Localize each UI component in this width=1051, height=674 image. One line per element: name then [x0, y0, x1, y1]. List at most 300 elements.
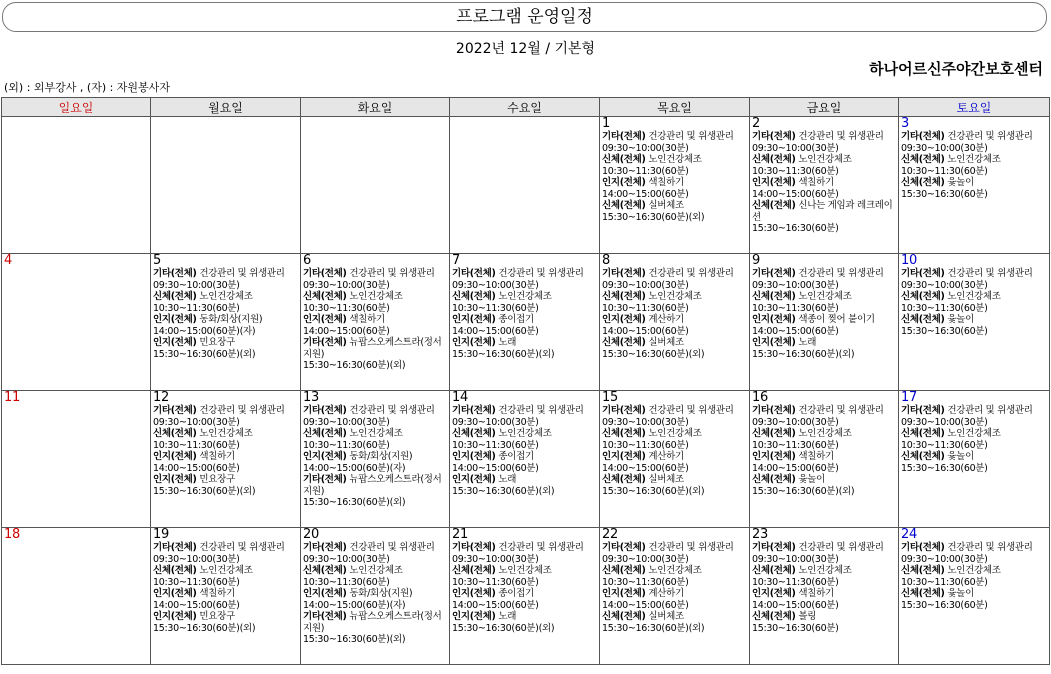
program-activity — [452, 314, 597, 337]
activity-time: 09:30~10:00(30분) — [303, 279, 390, 291]
activity-category: 신체(전체) — [752, 428, 796, 439]
program-activity — [602, 291, 747, 314]
activity-category: 기타(전체) — [752, 131, 796, 142]
activity-category: 인지(전체) — [602, 588, 646, 599]
activity-time: 10:30~11:30(60분) — [153, 439, 240, 451]
weekday-header: 목요일 — [600, 98, 750, 117]
program-activity — [153, 291, 298, 314]
activity-time: 15:30~16:30(60분) — [901, 325, 988, 337]
activity-time: 09:30~10:00(30분) — [602, 279, 689, 291]
calendar-day-cell — [750, 391, 899, 528]
calendar-week-row — [2, 254, 1050, 391]
activity-name: 노래 — [498, 337, 517, 348]
activity-time: 10:30~11:30(60분) — [901, 302, 988, 314]
program-activity — [452, 588, 597, 611]
program-activity — [303, 428, 447, 451]
activity-category: 신체(전체) — [303, 565, 347, 576]
activity-category: 인지(전체) — [452, 337, 496, 348]
activity-name: 노래 — [498, 611, 517, 622]
program-activity — [901, 291, 1047, 314]
day-number: 5 — [153, 253, 161, 268]
activity-name: 건강관리 및 위생관리 — [648, 405, 734, 416]
schedule-subtitle: 2022년 12월 / 기본형 — [455, 41, 596, 57]
day-number: 13 — [303, 390, 319, 405]
activity-time: 14:00~15:00(60분) — [452, 462, 539, 474]
activity-name: 건강관리 및 위생관리 — [498, 268, 584, 279]
weekday-header: 수요일 — [450, 98, 600, 117]
program-activity — [602, 565, 747, 588]
calendar-day-cell — [301, 117, 450, 254]
activity-name: 건강관리 및 위생관리 — [648, 131, 734, 142]
calendar-day-cell — [450, 391, 600, 528]
activity-category: 인지(전체) — [452, 314, 496, 325]
activity-time: 14:00~15:00(60분) — [752, 188, 839, 200]
calendar-week-row — [2, 117, 1050, 254]
day-number: 4 — [4, 253, 12, 268]
activity-time: 09:30~10:00(30분) — [602, 416, 689, 428]
activity-time: 15:30~16:30(60분) — [901, 188, 988, 200]
activity-time: 10:30~11:30(60분) — [602, 439, 689, 451]
activity-category: 인지(전체) — [303, 588, 347, 599]
program-activity — [901, 428, 1047, 451]
program-activity — [153, 314, 298, 337]
program-activity — [452, 405, 597, 428]
activity-category: 신체(전체) — [602, 154, 646, 165]
activity-name: 건강관리 및 위생관리 — [648, 542, 734, 553]
activity-category: 기타(전체) — [602, 268, 646, 279]
activity-time: 09:30~10:00(30분) — [602, 142, 689, 154]
activity-name: 노인건강체조 — [498, 565, 552, 576]
activity-category: 기타(전체) — [303, 542, 347, 553]
activity-category: 신체(전체) — [452, 291, 496, 302]
activity-category: 기타(전체) — [153, 405, 197, 416]
activity-category: 기타(전체) — [452, 405, 496, 416]
program-activity — [901, 565, 1047, 588]
activity-category: 신체(전체) — [602, 611, 646, 622]
activity-category: 신체(전체) — [752, 154, 796, 165]
activity-name: 윷놀이 — [947, 588, 974, 599]
activity-time: 10:30~11:30(60분) — [452, 439, 539, 451]
day-number: 11 — [4, 390, 20, 405]
activity-name: 볼링 — [798, 611, 817, 622]
calendar-day-cell — [899, 117, 1050, 254]
activity-name: 노인건강체조 — [349, 428, 403, 439]
program-activity — [602, 154, 747, 177]
activity-time: 10:30~11:30(60분) — [153, 576, 240, 588]
activity-name: 색칠하기 — [199, 451, 235, 462]
activity-name: 노인건강체조 — [199, 291, 253, 302]
program-activity — [602, 268, 747, 291]
activity-category: 신체(전체) — [452, 565, 496, 576]
activity-name: 민요장구 — [199, 474, 235, 485]
day-number: 24 — [901, 527, 917, 542]
activity-name: 노인건강체조 — [349, 565, 403, 576]
activity-category: 신체(전체) — [901, 154, 945, 165]
program-activity — [303, 314, 447, 337]
program-activity — [602, 131, 747, 154]
activity-time: 15:30~16:30(60분)(외) — [602, 485, 705, 497]
activity-time: 14:00~15:00(60분) — [752, 599, 839, 611]
activity-category: 신체(전체) — [153, 428, 197, 439]
activity-category: 인지(전체) — [303, 451, 347, 462]
program-activity — [901, 588, 1047, 611]
activity-name: 색칠하기 — [349, 314, 385, 325]
activity-time: 09:30~10:00(30분) — [452, 553, 539, 565]
activity-category: 신체(전체) — [901, 588, 945, 599]
program-activity — [901, 314, 1047, 337]
activity-category: 신체(전체) — [602, 565, 646, 576]
activity-category: 인지(전체) — [153, 474, 197, 485]
calendar-day-cell — [899, 391, 1050, 528]
activity-time: 10:30~11:30(60분) — [303, 439, 390, 451]
program-activity — [752, 405, 896, 428]
program-activity — [602, 542, 747, 565]
activity-category: 인지(전체) — [752, 588, 796, 599]
activity-time: 15:30~16:30(60분)(외) — [153, 622, 256, 634]
activity-name: 동화/회상(지원) — [349, 451, 413, 462]
activity-time: 15:30~16:30(60분)(외) — [602, 348, 705, 360]
activity-category: 기타(전체) — [303, 474, 347, 485]
program-activity — [303, 588, 447, 611]
day-number: 15 — [602, 390, 618, 405]
activity-time: 10:30~11:30(60분) — [153, 302, 240, 314]
activity-name: 동화/회상(지원) — [199, 314, 263, 325]
activity-category: 기타(전체) — [901, 542, 945, 553]
activity-name: 노인건강체조 — [947, 565, 1001, 576]
activity-name: 동화/회상(지원) — [349, 588, 413, 599]
program-activity — [452, 291, 597, 314]
weekday-header: 월요일 — [151, 98, 301, 117]
day-number: 14 — [452, 390, 468, 405]
program-activity — [303, 337, 447, 372]
activity-category: 기타(전체) — [602, 131, 646, 142]
activity-time: 14:00~15:00(60분) — [602, 325, 689, 337]
day-number: 10 — [901, 253, 917, 268]
activity-time: 15:30~16:30(60분)(외) — [303, 360, 406, 371]
program-activity — [602, 474, 747, 497]
activity-category: 인지(전체) — [303, 314, 347, 325]
day-number: 19 — [153, 527, 169, 542]
activity-time: 09:30~10:00(30분) — [602, 553, 689, 565]
activity-category: 기타(전체) — [452, 542, 496, 553]
activity-category: 기타(전체) — [752, 268, 796, 279]
activity-time: 10:30~11:30(60분) — [901, 165, 988, 177]
program-activity — [602, 428, 747, 451]
program-activity — [452, 542, 597, 565]
activity-name: 색칠하기 — [798, 177, 834, 188]
calendar-day-cell — [2, 391, 151, 528]
calendar-day-cell — [301, 528, 450, 665]
activity-category: 인지(전체) — [153, 314, 197, 325]
activity-name: 건강관리 및 위생관리 — [798, 542, 884, 553]
activity-category: 인지(전체) — [752, 451, 796, 462]
program-activity — [752, 474, 896, 497]
activity-name: 뉴팝스오케스트라(정서지원) — [303, 474, 442, 497]
activity-time: 10:30~11:30(60분) — [602, 165, 689, 177]
activity-category: 기타(전체) — [303, 405, 347, 416]
activity-name: 노인건강체조 — [648, 154, 702, 165]
program-activity — [303, 291, 447, 314]
activity-time: 10:30~11:30(60분) — [901, 439, 988, 451]
activity-category: 신체(전체) — [901, 177, 945, 188]
activity-name: 노인건강체조 — [798, 565, 852, 576]
activity-category: 신체(전체) — [901, 451, 945, 462]
activity-time: 09:30~10:00(30분) — [901, 416, 988, 428]
activity-time: 15:30~16:30(60분)(외) — [752, 348, 855, 360]
activity-name: 노인건강체조 — [498, 291, 552, 302]
activity-name: 노인건강체조 — [947, 154, 1001, 165]
program-activity — [303, 451, 447, 474]
activity-category: 신체(전체) — [602, 474, 646, 485]
activity-time: 15:30~16:30(60분) — [901, 599, 988, 611]
calendar-day-cell — [2, 117, 151, 254]
activity-category: 신체(전체) — [602, 428, 646, 439]
page-title: 프로그램 운영일정 — [2, 2, 1047, 32]
activity-time: 14:00~15:00(60분) — [452, 599, 539, 611]
program-activity — [752, 314, 896, 337]
activity-name: 계산하기 — [648, 451, 684, 462]
program-activity — [602, 611, 747, 634]
activity-name: 노인건강체조 — [648, 291, 702, 302]
activity-time: 14:00~15:00(60분) — [153, 462, 240, 474]
program-activity — [752, 611, 896, 634]
day-number: 12 — [153, 390, 169, 405]
activity-time: 09:30~10:00(30분) — [153, 416, 240, 428]
activity-time: 15:30~16:30(60분)(외) — [303, 497, 406, 508]
program-activity — [602, 451, 747, 474]
activity-time: 09:30~10:00(30분) — [901, 553, 988, 565]
activity-name: 건강관리 및 위생관리 — [498, 405, 584, 416]
activity-category: 인지(전체) — [752, 337, 796, 348]
activity-category: 인지(전체) — [602, 177, 646, 188]
activity-time: 09:30~10:00(30분) — [752, 279, 839, 291]
program-activity — [752, 131, 896, 154]
activity-category: 기타(전체) — [602, 405, 646, 416]
activity-time: 10:30~11:30(60분) — [752, 576, 839, 588]
activity-name: 실버체조 — [648, 474, 684, 485]
activity-name: 노인건강체조 — [199, 428, 253, 439]
calendar-day-cell — [151, 391, 301, 528]
activity-name: 윷놀이 — [947, 314, 974, 325]
program-activity — [452, 474, 597, 497]
activity-time: 09:30~10:00(30분) — [303, 416, 390, 428]
activity-time: 09:30~10:00(30분) — [901, 142, 988, 154]
activity-time: 10:30~11:30(60분) — [901, 576, 988, 588]
program-activity — [901, 405, 1047, 428]
activity-time: 15:30~16:30(60분)(외) — [452, 348, 555, 360]
activity-name: 계산하기 — [648, 588, 684, 599]
calendar-day-cell — [450, 254, 600, 391]
activity-time: 10:30~11:30(60분) — [752, 165, 839, 177]
program-activity — [153, 565, 298, 588]
calendar-day-cell — [750, 254, 899, 391]
calendar-day-cell — [2, 254, 151, 391]
program-activity — [602, 314, 747, 337]
activity-category: 신체(전체) — [602, 291, 646, 302]
program-activity — [452, 611, 597, 634]
program-activity — [303, 405, 447, 428]
activity-name: 종이접기 — [498, 314, 534, 325]
activity-time: 09:30~10:00(30분) — [752, 553, 839, 565]
activity-category: 기타(전체) — [303, 611, 347, 622]
activity-name: 색칠하기 — [648, 177, 684, 188]
activity-time: 09:30~10:00(30분) — [303, 553, 390, 565]
calendar-day-cell — [301, 391, 450, 528]
program-activity — [452, 337, 597, 360]
calendar-day-cell — [151, 528, 301, 665]
activity-name: 노인건강체조 — [648, 565, 702, 576]
program-activity — [303, 565, 447, 588]
activity-time: 14:00~15:00(60분) — [602, 188, 689, 200]
activity-category: 신체(전체) — [303, 428, 347, 439]
activity-name: 노래 — [798, 337, 817, 348]
calendar-day-cell — [600, 528, 750, 665]
activity-category: 기타(전체) — [901, 268, 945, 279]
program-activity — [153, 474, 298, 497]
calendar-day-cell — [600, 117, 750, 254]
activity-time: 10:30~11:30(60분) — [602, 576, 689, 588]
activity-time: 10:30~11:30(60분) — [752, 302, 839, 314]
program-activity — [303, 268, 447, 291]
calendar-day-cell — [151, 254, 301, 391]
program-activity — [452, 428, 597, 451]
activity-name: 건강관리 및 위생관리 — [498, 542, 584, 553]
weekday-header: 금요일 — [750, 98, 899, 117]
activity-time: 09:30~10:00(30분) — [452, 416, 539, 428]
activity-category: 신체(전체) — [303, 291, 347, 302]
activity-name: 계산하기 — [648, 314, 684, 325]
organization-name: 하나어르신주야간보호센터 — [869, 60, 1043, 78]
activity-category: 신체(전체) — [901, 565, 945, 576]
activity-time: 10:30~11:30(60분) — [452, 576, 539, 588]
activity-category: 인지(전체) — [752, 177, 796, 188]
activity-category: 신체(전체) — [901, 291, 945, 302]
activity-category: 기타(전체) — [901, 131, 945, 142]
activity-category: 인지(전체) — [452, 588, 496, 599]
activity-time: 14:00~15:00(60분) — [752, 462, 839, 474]
program-activity — [153, 268, 298, 291]
program-activity — [752, 588, 896, 611]
activity-time: 15:30~16:30(60분)(외) — [452, 485, 555, 497]
activity-time: 15:30~16:30(60분)(외) — [452, 622, 555, 634]
program-activity — [452, 268, 597, 291]
program-activity — [752, 268, 896, 291]
activity-name: 노인건강체조 — [798, 428, 852, 439]
activity-name: 신나는 게임과 레크레이션 — [752, 200, 893, 223]
program-activity — [602, 405, 747, 428]
activity-name: 건강관리 및 위생관리 — [349, 542, 435, 553]
activity-category: 신체(전체) — [752, 565, 796, 576]
activity-time: 15:30~16:30(60분)(외) — [602, 622, 705, 634]
calendar-day-cell — [450, 117, 600, 254]
day-number: 18 — [4, 527, 20, 542]
activity-name: 건강관리 및 위생관리 — [798, 268, 884, 279]
legend-text: (외) : 외부강사 , (자) : 자원봉사자 — [4, 81, 170, 94]
activity-category: 기타(전체) — [452, 268, 496, 279]
activity-category: 인지(전체) — [452, 451, 496, 462]
day-number: 16 — [752, 390, 768, 405]
program-activity — [452, 451, 597, 474]
calendar-day-cell — [750, 117, 899, 254]
activity-name: 노인건강체조 — [199, 565, 253, 576]
activity-category: 인지(전체) — [153, 451, 197, 462]
program-activity — [153, 451, 298, 474]
day-number: 1 — [602, 116, 610, 131]
activity-category: 인지(전체) — [602, 451, 646, 462]
day-number: 20 — [303, 527, 319, 542]
calendar-day-cell — [899, 528, 1050, 665]
program-activity — [901, 542, 1047, 565]
program-activity — [303, 474, 447, 509]
activity-name: 건강관리 및 위생관리 — [199, 542, 285, 553]
activity-name: 실버체조 — [648, 611, 684, 622]
program-activity — [303, 542, 447, 565]
activity-time: 15:30~16:30(60분) — [752, 622, 839, 634]
activity-category: 인지(전체) — [752, 314, 796, 325]
activity-time: 14:00~15:00(60분) — [602, 462, 689, 474]
activity-category: 신체(전체) — [602, 200, 646, 211]
activity-time: 10:30~11:30(60분) — [452, 302, 539, 314]
program-activity — [901, 154, 1047, 177]
program-activity — [153, 337, 298, 360]
program-activity — [153, 428, 298, 451]
activity-category: 인지(전체) — [452, 611, 496, 622]
activity-category: 기타(전체) — [153, 542, 197, 553]
activity-name: 노인건강체조 — [498, 428, 552, 439]
day-number: 7 — [452, 253, 460, 268]
activity-time: 10:30~11:30(60분) — [602, 302, 689, 314]
activity-name: 노인건강체조 — [798, 291, 852, 302]
activity-name: 노인건강체조 — [947, 428, 1001, 439]
activity-time: 15:30~16:30(60분)(외) — [153, 348, 256, 360]
activity-category: 신체(전체) — [752, 291, 796, 302]
program-activity — [752, 177, 896, 200]
activity-time: 10:30~11:30(60분) — [752, 439, 839, 451]
activity-time: 14:00~15:00(60분) — [303, 325, 390, 337]
calendar-week-row — [2, 391, 1050, 528]
activity-name: 노인건강체조 — [798, 154, 852, 165]
activity-time: 14:00~15:00(60분)(자) — [303, 599, 406, 611]
calendar-day-cell — [301, 254, 450, 391]
program-activity — [752, 154, 896, 177]
activity-category: 기타(전체) — [303, 268, 347, 279]
calendar-day-cell — [600, 391, 750, 528]
day-number: 21 — [452, 527, 468, 542]
activity-name: 색칠하기 — [798, 588, 834, 599]
activity-time: 14:00~15:00(60분)(자) — [153, 325, 256, 337]
program-activity — [602, 200, 747, 223]
calendar-week-row — [2, 528, 1050, 665]
day-number: 17 — [901, 390, 917, 405]
activity-time: 14:00~15:00(60분) — [752, 325, 839, 337]
activity-category: 신체(전체) — [752, 611, 796, 622]
activity-name: 노인건강체조 — [349, 291, 403, 302]
activity-time: 15:30~16:30(60분)(외) — [303, 634, 406, 645]
activity-time: 14:00~15:00(60분) — [452, 325, 539, 337]
activity-name: 색칠하기 — [199, 588, 235, 599]
activity-name: 윷놀이 — [798, 474, 825, 485]
activity-name: 실버체조 — [648, 200, 684, 211]
activity-category: 신체(전체) — [901, 314, 945, 325]
activity-name: 건강관리 및 위생관리 — [798, 405, 884, 416]
weekday-header-row — [2, 98, 1050, 117]
activity-name: 건강관리 및 위생관리 — [947, 131, 1033, 142]
program-activity — [752, 291, 896, 314]
activity-name: 노래 — [498, 474, 517, 485]
activity-name: 종이접기 — [498, 451, 534, 462]
activity-time: 09:30~10:00(30분) — [752, 416, 839, 428]
weekday-header: 토요일 — [899, 98, 1050, 117]
